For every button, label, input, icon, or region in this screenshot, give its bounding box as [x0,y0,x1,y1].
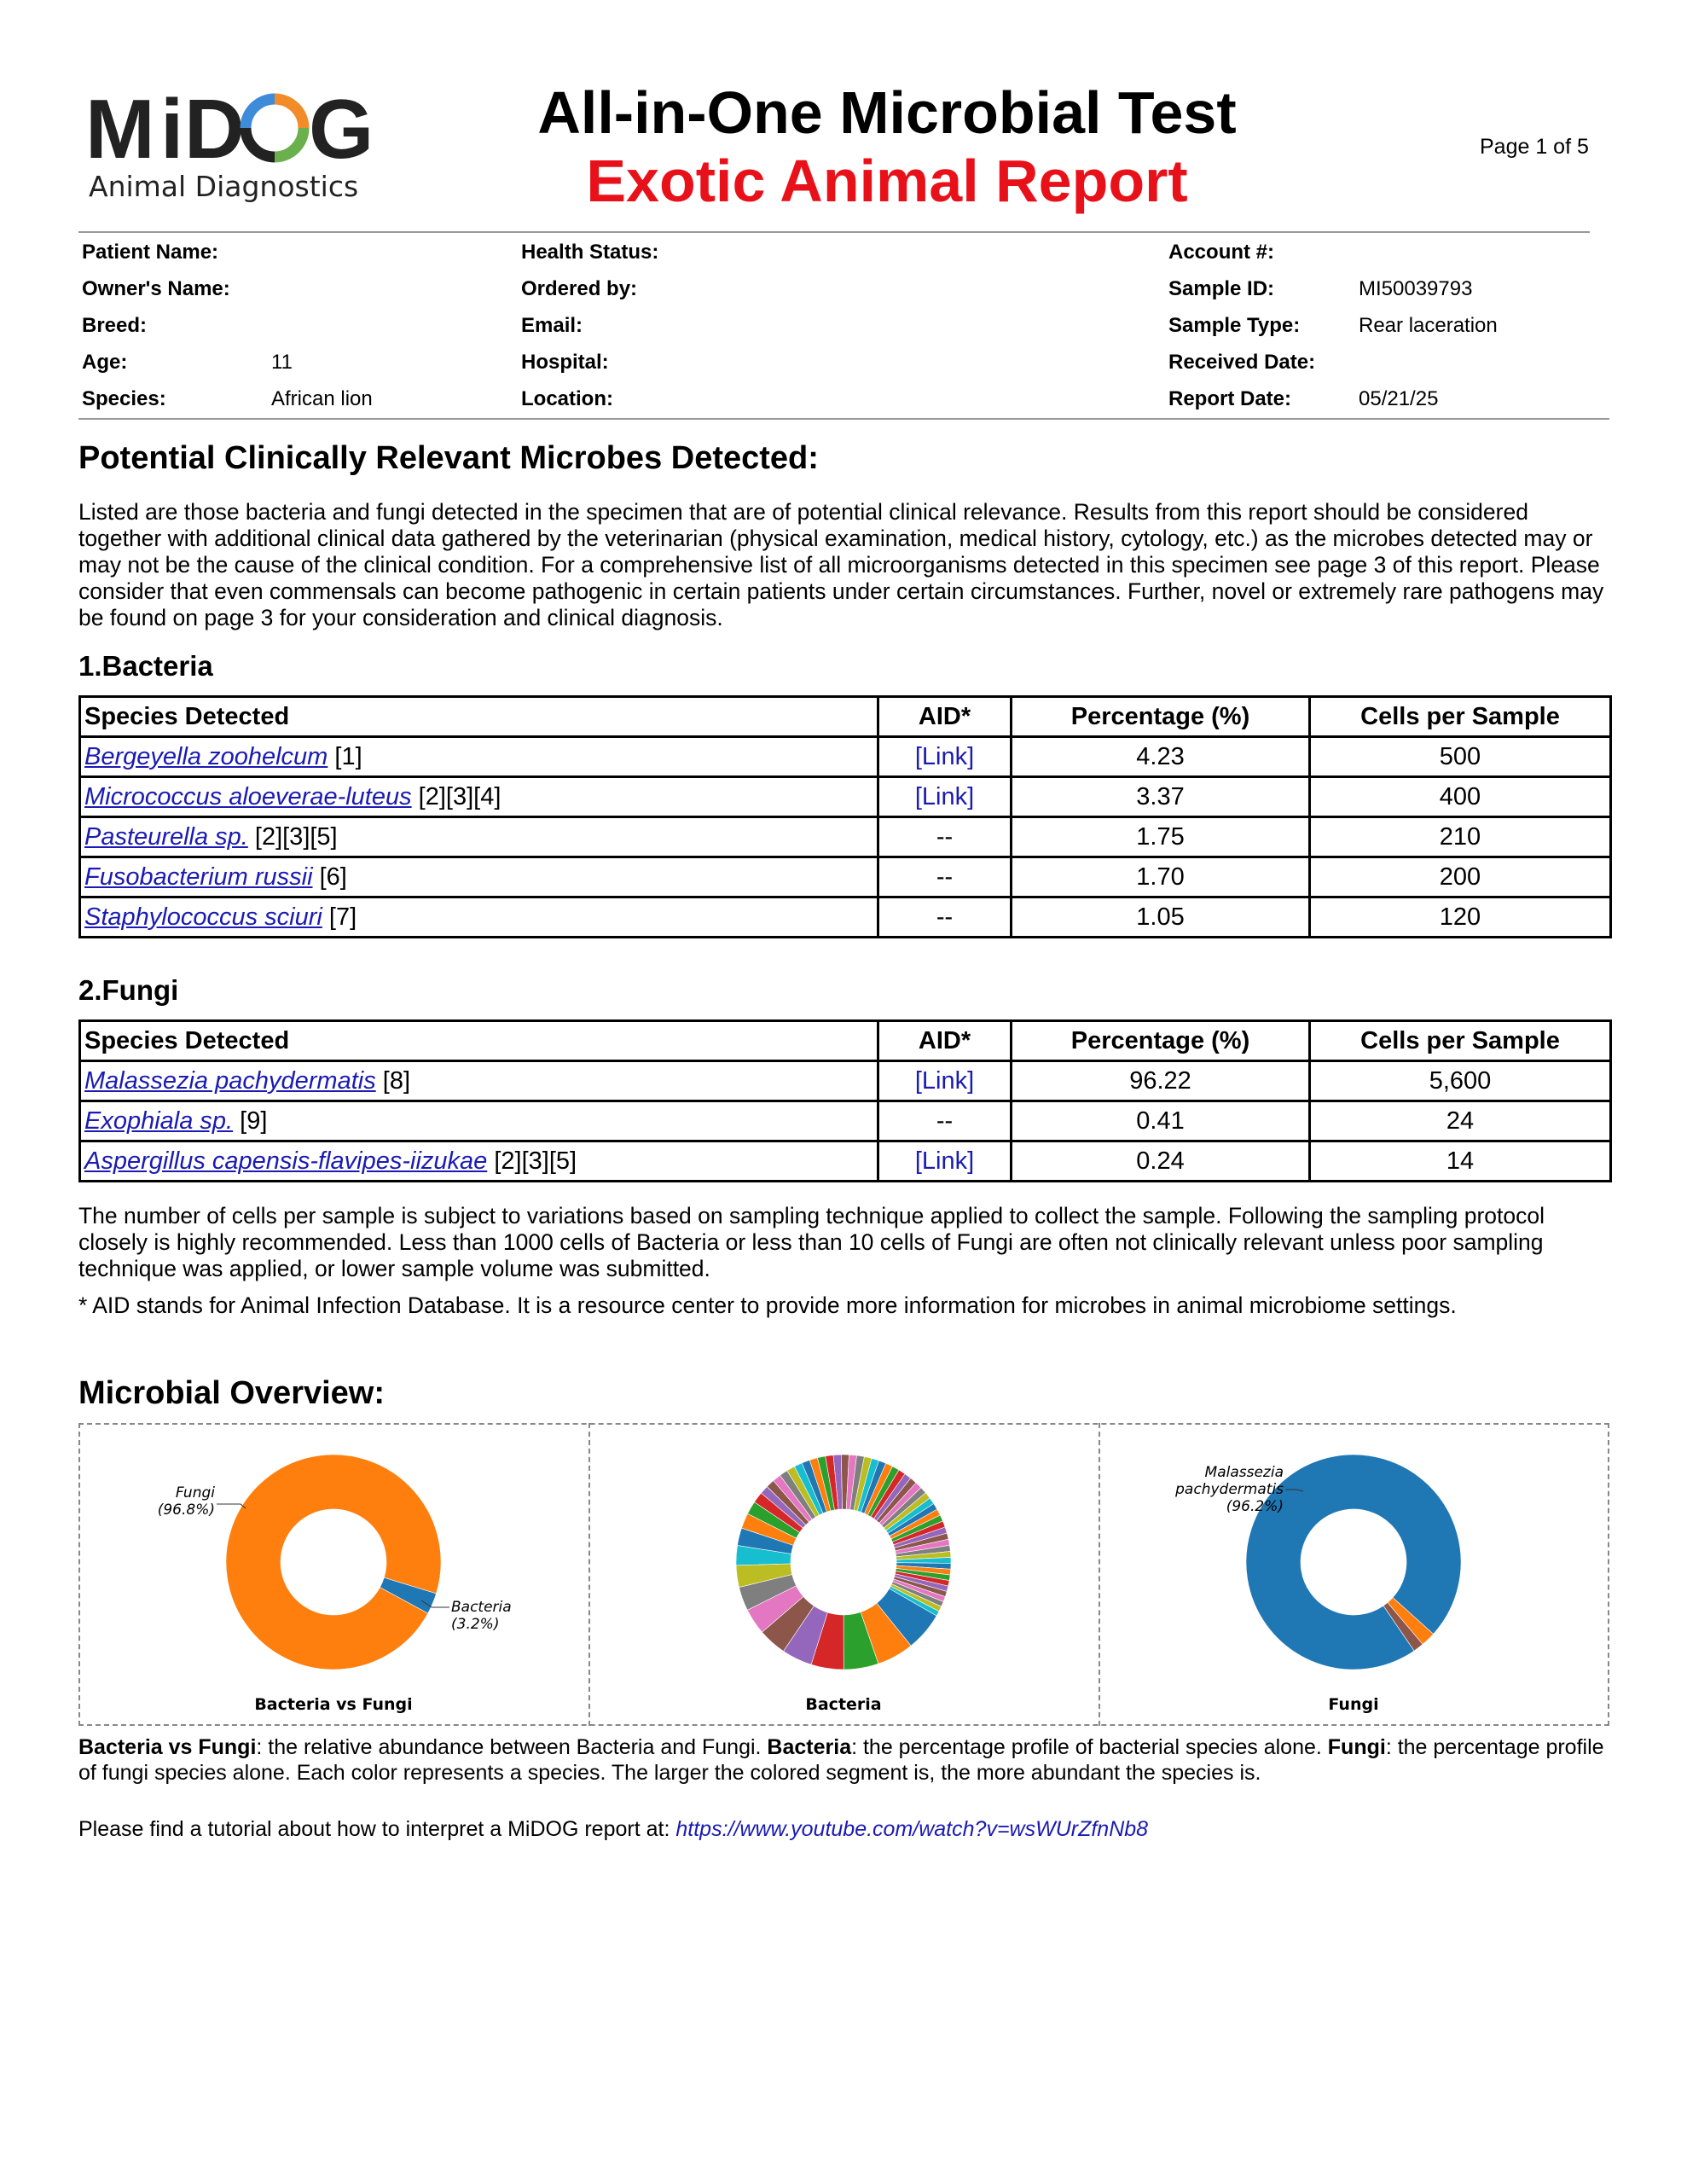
fungi-table [78,1019,1612,1182]
svg-text:i: i [160,85,184,176]
species-refs: [1] [328,742,362,770]
table-row [80,1061,1611,1101]
col-percentage: Percentage (%) [1012,1021,1310,1061]
svg-text:M: M [85,85,155,176]
clinical-heading: Potential Clinically Relevant Microbes Detected: [78,440,819,476]
slice-label-malassezia: Malassezia pachydermatis (96.2%) [1175,1464,1284,1515]
percentage-cell: 0.24 [1012,1141,1310,1182]
bacteria-heading: 1.Bacteria [78,650,213,682]
species-link[interactable]: Staphylococcus sciuri [84,903,322,931]
sample-type-label: Sample Type: [1168,314,1301,337]
cells-cell: 210 [1310,817,1611,857]
aid-link[interactable]: [Link] [914,742,975,770]
table-row [80,737,1611,777]
legend-fungi-text: : the percentage profile of fungi species alone. Each color represents a species. The larger the colored segment is, the more abundant the species is. [78,1735,1604,1785]
table-row [80,817,1611,857]
legend-bvf-label: Bacteria vs Fungi [78,1735,257,1759]
species-link[interactable]: Exophiala sp. [84,1107,234,1135]
cells-cell: 5,600 [1310,1061,1611,1101]
chart-title: Bacteria [805,1695,882,1714]
bacteria-table [78,695,1612,938]
overview-heading: Microbial Overview: [78,1375,386,1411]
col-cells: Cells per Sample [1310,1021,1611,1061]
ordered-by-label: Ordered by: [521,277,638,300]
percentage-cell: 1.05 [1012,897,1310,938]
tutorial-link[interactable]: https://www.youtube.com/watch?v=wsWUrZfnNb8 [675,1817,1149,1841]
species-link[interactable]: Micrococcus aloeverae-luteus [84,782,412,810]
table-row [80,857,1611,897]
species-refs: [6] [312,863,347,891]
aid-cell: -- [878,1101,1012,1141]
patient-divider [78,418,1609,420]
aid-cell: -- [878,857,1012,897]
aid-note: * AID stands for Animal Infection Database. It is a resource center to provide more information for microbes in animal microbiome settings. [78,1292,1457,1318]
species-value: African lion [271,387,373,410]
legend-bacteria-label: Bacteria [767,1735,852,1759]
svg-text:Animal Diagnostics: Animal Diagnostics [89,170,359,203]
table-row [80,1101,1611,1141]
species-refs: [8] [375,1066,411,1095]
location-label: Location: [521,387,613,410]
species-refs: [2][3][5] [487,1147,577,1175]
svg-text:D: D [184,85,245,176]
header-divider [78,231,1590,233]
account-label: Account #: [1168,241,1275,264]
tutorial-line [78,1816,1614,1842]
species-refs: [2][3][5] [247,822,338,851]
col-species: Species Detected [80,697,878,737]
age-value: 11 [271,351,293,374]
chart-title: Bacteria vs Fungi [254,1695,413,1714]
sample-id-label: Sample ID: [1168,277,1275,300]
table-row [80,897,1611,938]
hospital-label: Hospital: [521,351,609,374]
percentage-cell: 1.75 [1012,817,1310,857]
cells-cell: 200 [1310,857,1611,897]
age-label: Age: [82,351,128,374]
species-refs: [7] [322,903,357,931]
owner-name-label: Owner's Name: [82,277,230,300]
cells-cell: 400 [1310,777,1611,817]
col-percentage: Percentage (%) [1012,697,1310,737]
legend-bvf-text: : the relative abundance between Bacteria and Fungi. [256,1735,768,1759]
svg-text:G: G [309,85,374,176]
report-title: All-in-One Microbial Test [537,79,1237,146]
sample-type-value: Rear laceration [1359,314,1498,337]
table-row [80,1141,1611,1182]
chart-bacteria-vs-fungi [78,1423,588,1726]
slice-label-fungi: Fungi (96.8%) [157,1484,215,1519]
species-refs: [9] [233,1107,268,1135]
species-link[interactable]: Fusobacterium russii [84,863,313,891]
chart-bacteria [588,1423,1099,1726]
cells-cell: 120 [1310,897,1611,938]
aid-link[interactable]: [Link] [914,1066,975,1095]
aid-cell: -- [878,897,1012,938]
clinical-intro: Listed are those bacteria and fungi detected in the specimen that are of potential clinical relevance. Results from this report should be considered together with additional clinical data gathered by the veterinarian (physical examination, medical history, cytology, etc.) as the microbes detected may or may not be the cause of the clinical condition. For a comprehensive list of all microorganisms detected in this specimen see page 3 of this report. Please consider that even commensals can become pathogenic in certain patients under certain circumstances. Further, novel or extremely rare pathogens may be found on page 3 for your consideration and clinical diagnosis. [78,499,1604,630]
aid-cell: -- [878,817,1012,857]
breed-label: Breed: [82,314,148,337]
col-species: Species Detected [80,1021,878,1061]
page-number: Page 1 of 5 [1480,135,1589,159]
report-subtitle: Exotic Animal Report [586,148,1188,214]
species-refs: [2][3][4] [411,782,501,810]
cells-cell: 24 [1310,1101,1611,1141]
legend-bacteria-text: : the percentage profile of bacterial species alone. [851,1735,1328,1759]
aid-link[interactable]: [Link] [914,782,975,810]
species-label: Species: [82,387,166,410]
species-link[interactable]: Bergeyella zoohelcum [84,742,328,770]
chart-fungi [1099,1423,1609,1726]
report-date-value: 05/21/25 [1359,387,1439,410]
table-header-row [80,1021,1611,1061]
fungi-heading: 2.Fungi [78,974,179,1006]
patient-name-label: Patient Name: [82,241,219,264]
col-aid: AID* [878,697,1012,737]
cells-note: The number of cells per sample is subject to variations based on sampling technique applied to collect the sample. Following the sampling protocol closely is highly recommended. Less than 1000 cells of Bacteria or less than 10 cells of Fungi are often not clinically relevant unless poor sampling technique was applied, or lower sample volume was submitted. [78,1203,1545,1281]
percentage-cell: 4.23 [1012,737,1310,777]
pie-slice [226,1455,441,1670]
email-label: Email: [521,314,583,337]
species-link[interactable]: Pasteurella sp. [84,822,248,851]
tutorial-text: Please find a tutorial about how to interpret a MiDOG report at: [78,1817,670,1841]
legend-fungi-label: Fungi [1327,1735,1386,1759]
slice-label-bacteria: Bacteria (3.2%) [451,1599,512,1633]
overview-legend [78,1734,1614,1786]
table-row [80,777,1611,817]
percentage-cell: 96.22 [1012,1061,1310,1101]
percentage-cell: 0.41 [1012,1101,1310,1141]
col-cells: Cells per Sample [1310,697,1611,737]
species-link[interactable]: Aspergillus capensis-flavipes-iizukae [84,1147,488,1175]
report-date-label: Report Date: [1168,387,1292,410]
table-header-row [80,697,1611,737]
percentage-cell: 3.37 [1012,777,1310,817]
chart-title: Fungi [1328,1695,1379,1714]
cells-cell: 14 [1310,1141,1611,1182]
sample-id-value: MI50039793 [1359,277,1473,300]
received-date-label: Received Date: [1168,351,1316,374]
health-status-label: Health Status: [521,241,659,264]
species-link[interactable]: Malassezia pachydermatis [84,1066,376,1095]
percentage-cell: 1.70 [1012,857,1310,897]
aid-link[interactable]: [Link] [914,1147,975,1175]
cells-cell: 500 [1310,737,1611,777]
col-aid: AID* [878,1021,1012,1061]
